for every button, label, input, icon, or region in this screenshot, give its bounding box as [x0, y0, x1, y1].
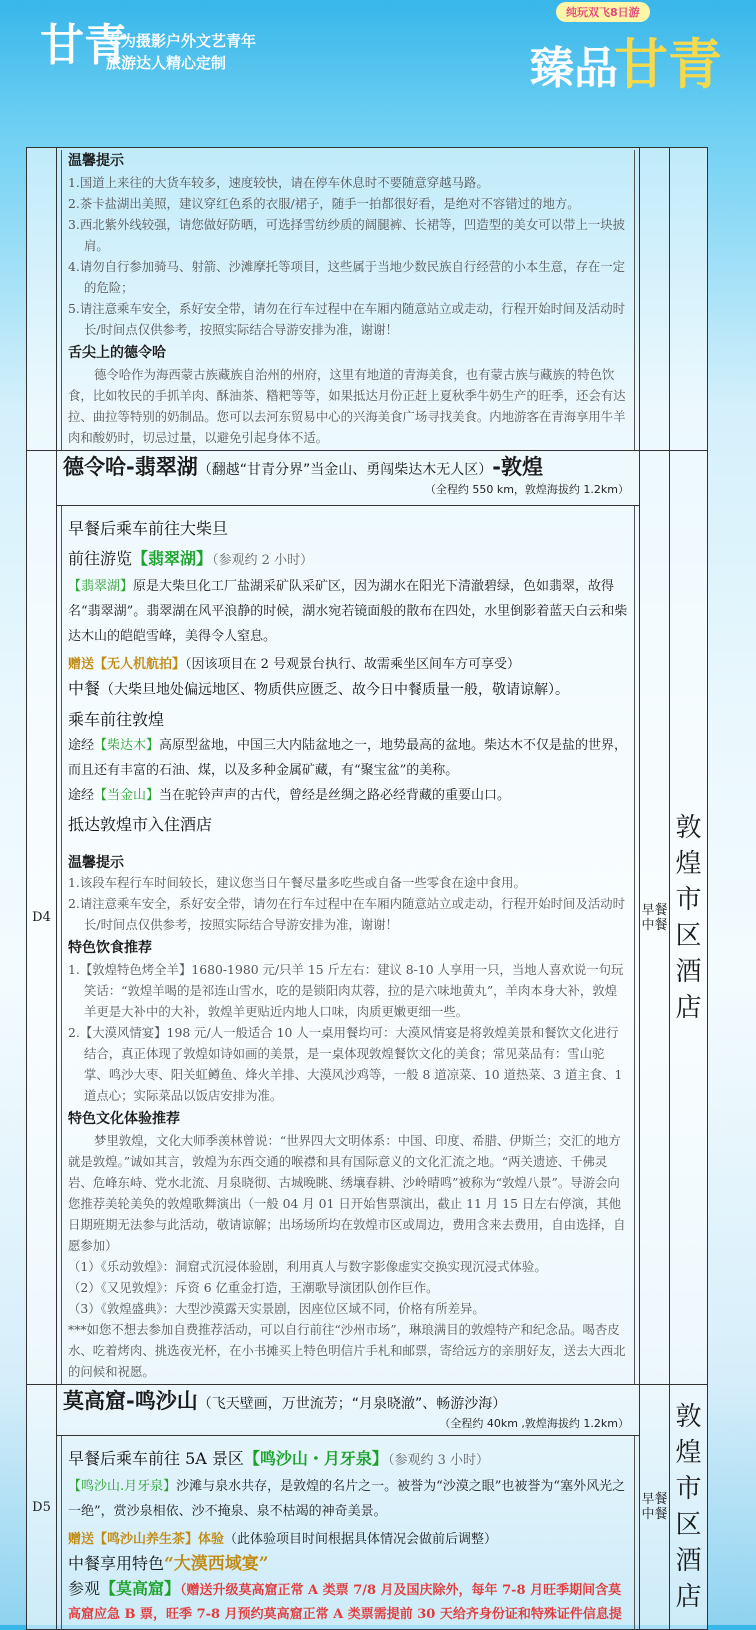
- hotel-cell: [670, 451, 708, 1385]
- step-visit: [68, 1446, 628, 1474]
- step-visit: [68, 546, 628, 574]
- show-item: （3）《敦煌盛典》：大型沙漠露天实景剧，因座位区域不同，价格有所差异。: [68, 1301, 485, 1316]
- food-heading: 舌尖上的德令哈: [68, 345, 166, 361]
- show-item: （2）《又见敦煌》：斥资 6 亿重金打造，王潮歌导演团队创作巨作。: [68, 1280, 439, 1295]
- table-row: [27, 451, 708, 506]
- food-heading: 特色饮食推荐: [68, 940, 152, 956]
- logo-mark: 甘青: [40, 20, 128, 71]
- hotel-char: 酒: [675, 1546, 702, 1576]
- day-label: D4: [27, 451, 57, 1385]
- step-arrive: 抵达敦煌市入住酒店: [68, 815, 213, 834]
- brand-title: [530, 22, 722, 99]
- route-end: -敦煌: [492, 455, 543, 479]
- passing-description: [68, 783, 628, 808]
- passing-label: 途经: [68, 738, 95, 753]
- tips-cell: [57, 148, 640, 451]
- hotel-char: 酒: [675, 956, 702, 987]
- lunch-label: 中餐: [68, 679, 101, 698]
- hotel-char: 敦: [675, 1402, 702, 1432]
- show-item: （1）《乐动敦煌》：洞窟式沉浸体验剧，利用真人与数字影像虚实交换实现沉浸式体验。: [68, 1259, 547, 1274]
- food-text: 德令哈作为海西蒙古族藏族自治州的州府，这里有地道的青海美食，也有蒙古族与藏族的特色饮食，比如牧民的手抓羊肉、酥油茶、糌粑等等，如果抵达月份正赶上夏秋季牛奶生产的旺季，还会有达拉、曲拉等特别的奶制品。您可以去河东贸易中心的兴海美食广场寻找美食。内地游客在青海享用牛羊肉和酸奶时，切忌过量，以避免引起身体不适。: [68, 367, 626, 445]
- route-distance: （全程约 40km ,敦煌海拔约 1.2km）: [439, 1417, 629, 1430]
- step-text: 早餐后乘车前往 5A 景区: [68, 1449, 244, 1468]
- day-content-cell: [57, 1436, 640, 1630]
- meal-lunch: 中餐: [641, 917, 668, 933]
- tip-item: 1.国道上来往的大货车较多，速度较快，请在停车休息时不要随意穿越马路。: [68, 175, 489, 190]
- hotel-char: 店: [675, 992, 702, 1023]
- tip-item: 4.请勿自行参加骑马、射箭、沙滩摩托等项目，这些属于当地少数民族自行经营的小本生意，存在一定的危险；: [68, 259, 626, 295]
- header-banner: [0, 0, 756, 148]
- culture-heading: 特色文化体验推荐: [68, 1111, 180, 1127]
- brand-main-text: 臻品: [530, 43, 618, 94]
- tips-box: [61, 150, 635, 450]
- day-content: [61, 1436, 635, 1629]
- attraction-tag: 【柴达木】: [94, 738, 160, 753]
- passing-description: [68, 733, 628, 783]
- gift-label: 赠送【鸣沙山养生茶】体验: [68, 1532, 225, 1547]
- food-item: 1.【敦煌特色烤全羊】1680-1980 元/只羊 15 斤左右：建议 8-10 人享用一只，当地人喜欢说一句玩笑话：“敦煌羊喝的是祁连山雪水，吃的是锁阳肉苁蓉，拉的是六味地黄丸”，羊肉本身大补，敦煌羊更是大补中的大补，敦煌羊更贴近内地人口味，肉质更嫩更细一些。: [68, 962, 624, 1019]
- tip-item: 5.请注意乘车安全，系好安全带，请勿在行车过程中在车厢内随意站立或走动，行程开始时间及活动时长/时间点仅供参考，按照实际结合导游安排为准，谢谢！: [68, 301, 626, 337]
- attraction-name: 【鸣沙山・月牙泉】: [243, 1449, 388, 1468]
- food-item: 2.【大漠风情宴】198 元/人一般适合 10 人一桌用餐均可：大漠风情宴是将敦煌美景和餐饮文化进行结合，真正体现了敦煌如诗如画的美景，是一桌体现敦煌餐饮文化的美食；常见菜品有：雪山驼掌、鸣沙大枣、阳关虹鳟鱼、烽火羊排、大漠风沙鸡等，一般 8 道凉菜、10 道热菜、3 道主食、1 道点心；实际菜品以饭店安排为准。: [68, 1025, 623, 1103]
- hotel-char: 区: [675, 920, 702, 951]
- logo-slogan: [106, 30, 256, 74]
- attraction-tag: 【翡翠湖】: [68, 579, 134, 594]
- lunch-note: （大柴旦地处偏远地区、物质供应匮乏、故今日中餐质量一般，敬请谅解）。: [100, 682, 570, 698]
- hotel-char: 煌: [675, 1438, 702, 1468]
- lunch-highlight: “大漠西域宴”: [164, 1554, 269, 1574]
- tip-item: 3.西北紫外线较强，请您做好防晒，可选择雪纺纱质的阔腿裤、长裙等，凹造型的美女可以带上一块披肩。: [68, 217, 626, 253]
- hotel-char: 店: [675, 1582, 702, 1612]
- meals-cell: [640, 451, 670, 1385]
- attraction-name: 【莫高窟】: [100, 1579, 181, 1598]
- brand-accent-text: 甘青: [614, 32, 722, 96]
- step-text: 前往游览: [68, 549, 133, 568]
- attraction-description: [68, 1474, 628, 1524]
- culture-note: ***如您不想去参加自费推荐活动，可以自行前往“沙州市场”，琳琅满目的敦煌特产和纪念品。喝杏皮水、吃着烤肉、挑选夜光杯，在小书摊买上特色明信片手札和邮票，寄给远方的亲朋好友，送去大西北的问候和祝愿。: [68, 1322, 626, 1379]
- lunch-label: 中餐享用特色: [68, 1554, 165, 1573]
- attraction-tag: 【鸣沙山.月牙泉】: [68, 1479, 177, 1494]
- day-title: [57, 451, 639, 505]
- day-title: [57, 1385, 639, 1435]
- gift-line: [68, 653, 628, 672]
- hotel-char: 市: [675, 884, 702, 915]
- tips-heading: 温馨提示: [68, 855, 124, 871]
- table-row: [27, 1385, 708, 1436]
- description-text: 当在驼铃声声的古代，曾经是丝绸之路必经背藏的重要山口。: [159, 788, 511, 803]
- table-row: [27, 148, 708, 451]
- attraction-tag: 【当金山】: [94, 788, 160, 803]
- tip-item: 2.茶卡盐湖出美照，建议穿红色系的衣服/裙子，随手一拍都很好看，是绝对不容错过的地方。: [68, 196, 580, 211]
- passing-label: 途经: [68, 788, 95, 803]
- lunch-line: [68, 1551, 628, 1577]
- brand-logo: [40, 20, 257, 72]
- attraction-name: 【翡翠湖】: [132, 549, 213, 568]
- tip-item: 2.请注意乘车安全，系好安全带，请勿在行车过程中在车厢内随意站立或走动，行程开始时间及活动时长/时间点仅供参考，按照实际结合导游安排为准，谢谢！: [68, 896, 626, 932]
- route-highlights: （翻越“甘青分界”当金山、勇闯柴达木无人区）: [197, 462, 493, 478]
- day-content: [61, 506, 635, 1384]
- visit-line: [68, 1577, 628, 1627]
- logo-line-2: 旅游达人精心定制: [106, 54, 227, 72]
- hotel-char: 煌: [675, 848, 702, 879]
- meal-lunch: 中餐: [641, 1507, 668, 1522]
- hotel-char: 市: [675, 1474, 702, 1504]
- gift-label: 赠送【无人机航拍】: [68, 657, 186, 672]
- meal-breakfast: 早餐: [641, 1492, 668, 1507]
- meal-breakfast: 早餐: [641, 902, 668, 918]
- gift-note: （此体验项目时间根据具体情况会做前后调整）: [224, 1532, 498, 1547]
- visit-label: 参观: [68, 1579, 101, 1598]
- tour-type-badge: 纯玩双飞8日游: [556, 2, 650, 22]
- description-text: 沙滩与泉水共存，是敦煌的名片之一。被誉为“沙漠之眼”也被誉为“塞外风光之一绝”，赏沙泉相依、沙不掩泉、泉不枯竭的神奇美景。: [68, 1479, 626, 1519]
- gift-line: [68, 1528, 628, 1547]
- hotel-cell: [670, 1385, 708, 1630]
- route-distance: （全程约 550 km，敦煌海拔约 1.2km）: [424, 483, 629, 496]
- duration-note: （参观约 3 小时）: [387, 1453, 489, 1468]
- duration-note: （参观约 2 小时）: [212, 553, 314, 568]
- lunch-line: [68, 676, 628, 703]
- day-label: D5: [27, 1385, 57, 1630]
- itinerary-table: [26, 147, 708, 1630]
- description-text: 高原型盆地，中国三大内陆盆地之一，地势最高的盆地。柴达木不仅是盐的世界，而且还有丰富的石油、煤，以及多种金属矿藏，有“聚宝盆”的美称。: [68, 738, 628, 778]
- day-content-cell: [57, 506, 640, 1385]
- meals-cell: [640, 1385, 670, 1630]
- day-title-cell: [57, 451, 640, 506]
- table-row: [27, 1436, 708, 1630]
- step-breakfast: 早餐后乘车前往大柴旦: [68, 519, 229, 538]
- tip-item: 1.该段车程行车时间较长，建议您当日午餐尽量多吃些或自备一些零食在途中食用。: [68, 875, 526, 890]
- attraction-description: [68, 574, 628, 649]
- route-highlights: （飞天壁画，万世流芳；“月泉晓澈”、畅游沙海）: [197, 1396, 507, 1412]
- table-row: [27, 506, 708, 1385]
- route-start: 德令哈-翡翠湖: [63, 455, 198, 479]
- culture-text: 梦里敦煌，文化大师季羡林曾说：“世界四大文明体系：中国、印度、希腊、伊斯兰；交汇的地方就是敦煌。”诚如其言，敦煌为东西交通的喉襟和具有国际意义的文化汇流之地。“两关遗迹、千佛灵岩、危峰东峙、党水北流、月泉晓彻、古城晚眺、绣壤春耕、沙岭晴鸣”被称为“敦煌八景”。导游会向您推荐美轮美奂的敦煌歌舞演出（一般 04 月 01 日开始售票演出，截止 11 月 15 日左右停演，其他日期班期无法参与此活动，敬请谅解；出场场所均在敦煌市区或周边，费用含来去费用，自由选择，自愿参加）: [68, 1133, 626, 1253]
- ticket-note: （赠送升级莫高窟正常 A 类票 7/8 月及国庆除外，每年 7-8 月旺季期间含莫高窟应急 B 票，旺季 7-8 月预约莫高窟正常 A 类票需提前 30 天给齐身份证和特殊证件信息提: [68, 1583, 622, 1622]
- hotel-char: 敦: [675, 812, 702, 843]
- hotel-char: 区: [675, 1510, 702, 1540]
- day-title-cell: [57, 1385, 640, 1436]
- tips-heading: 温馨提示: [68, 153, 124, 169]
- step-transfer: 乘车前往敦煌: [68, 710, 165, 729]
- logo-line-1: 专为摄影户外文艺青年: [106, 32, 257, 50]
- route-start: 莫高窟-鸣沙山: [63, 1389, 198, 1413]
- description-text: 原是大柴旦化工厂盐湖采矿队采矿区，因为湖水在阳光下清澈碧绿，色如翡翠，故得名“翡翠湖”。翡翠湖在风平浪静的时候，湖水宛若镜面般的散布在四处，水里倒影着蓝天白云和柴达木山的皑皑雪峰，美得令人窒息。: [68, 579, 628, 644]
- gift-note: （因该项目在 2 号观景台执行、故需乘坐区间车方可享受）: [185, 657, 521, 672]
